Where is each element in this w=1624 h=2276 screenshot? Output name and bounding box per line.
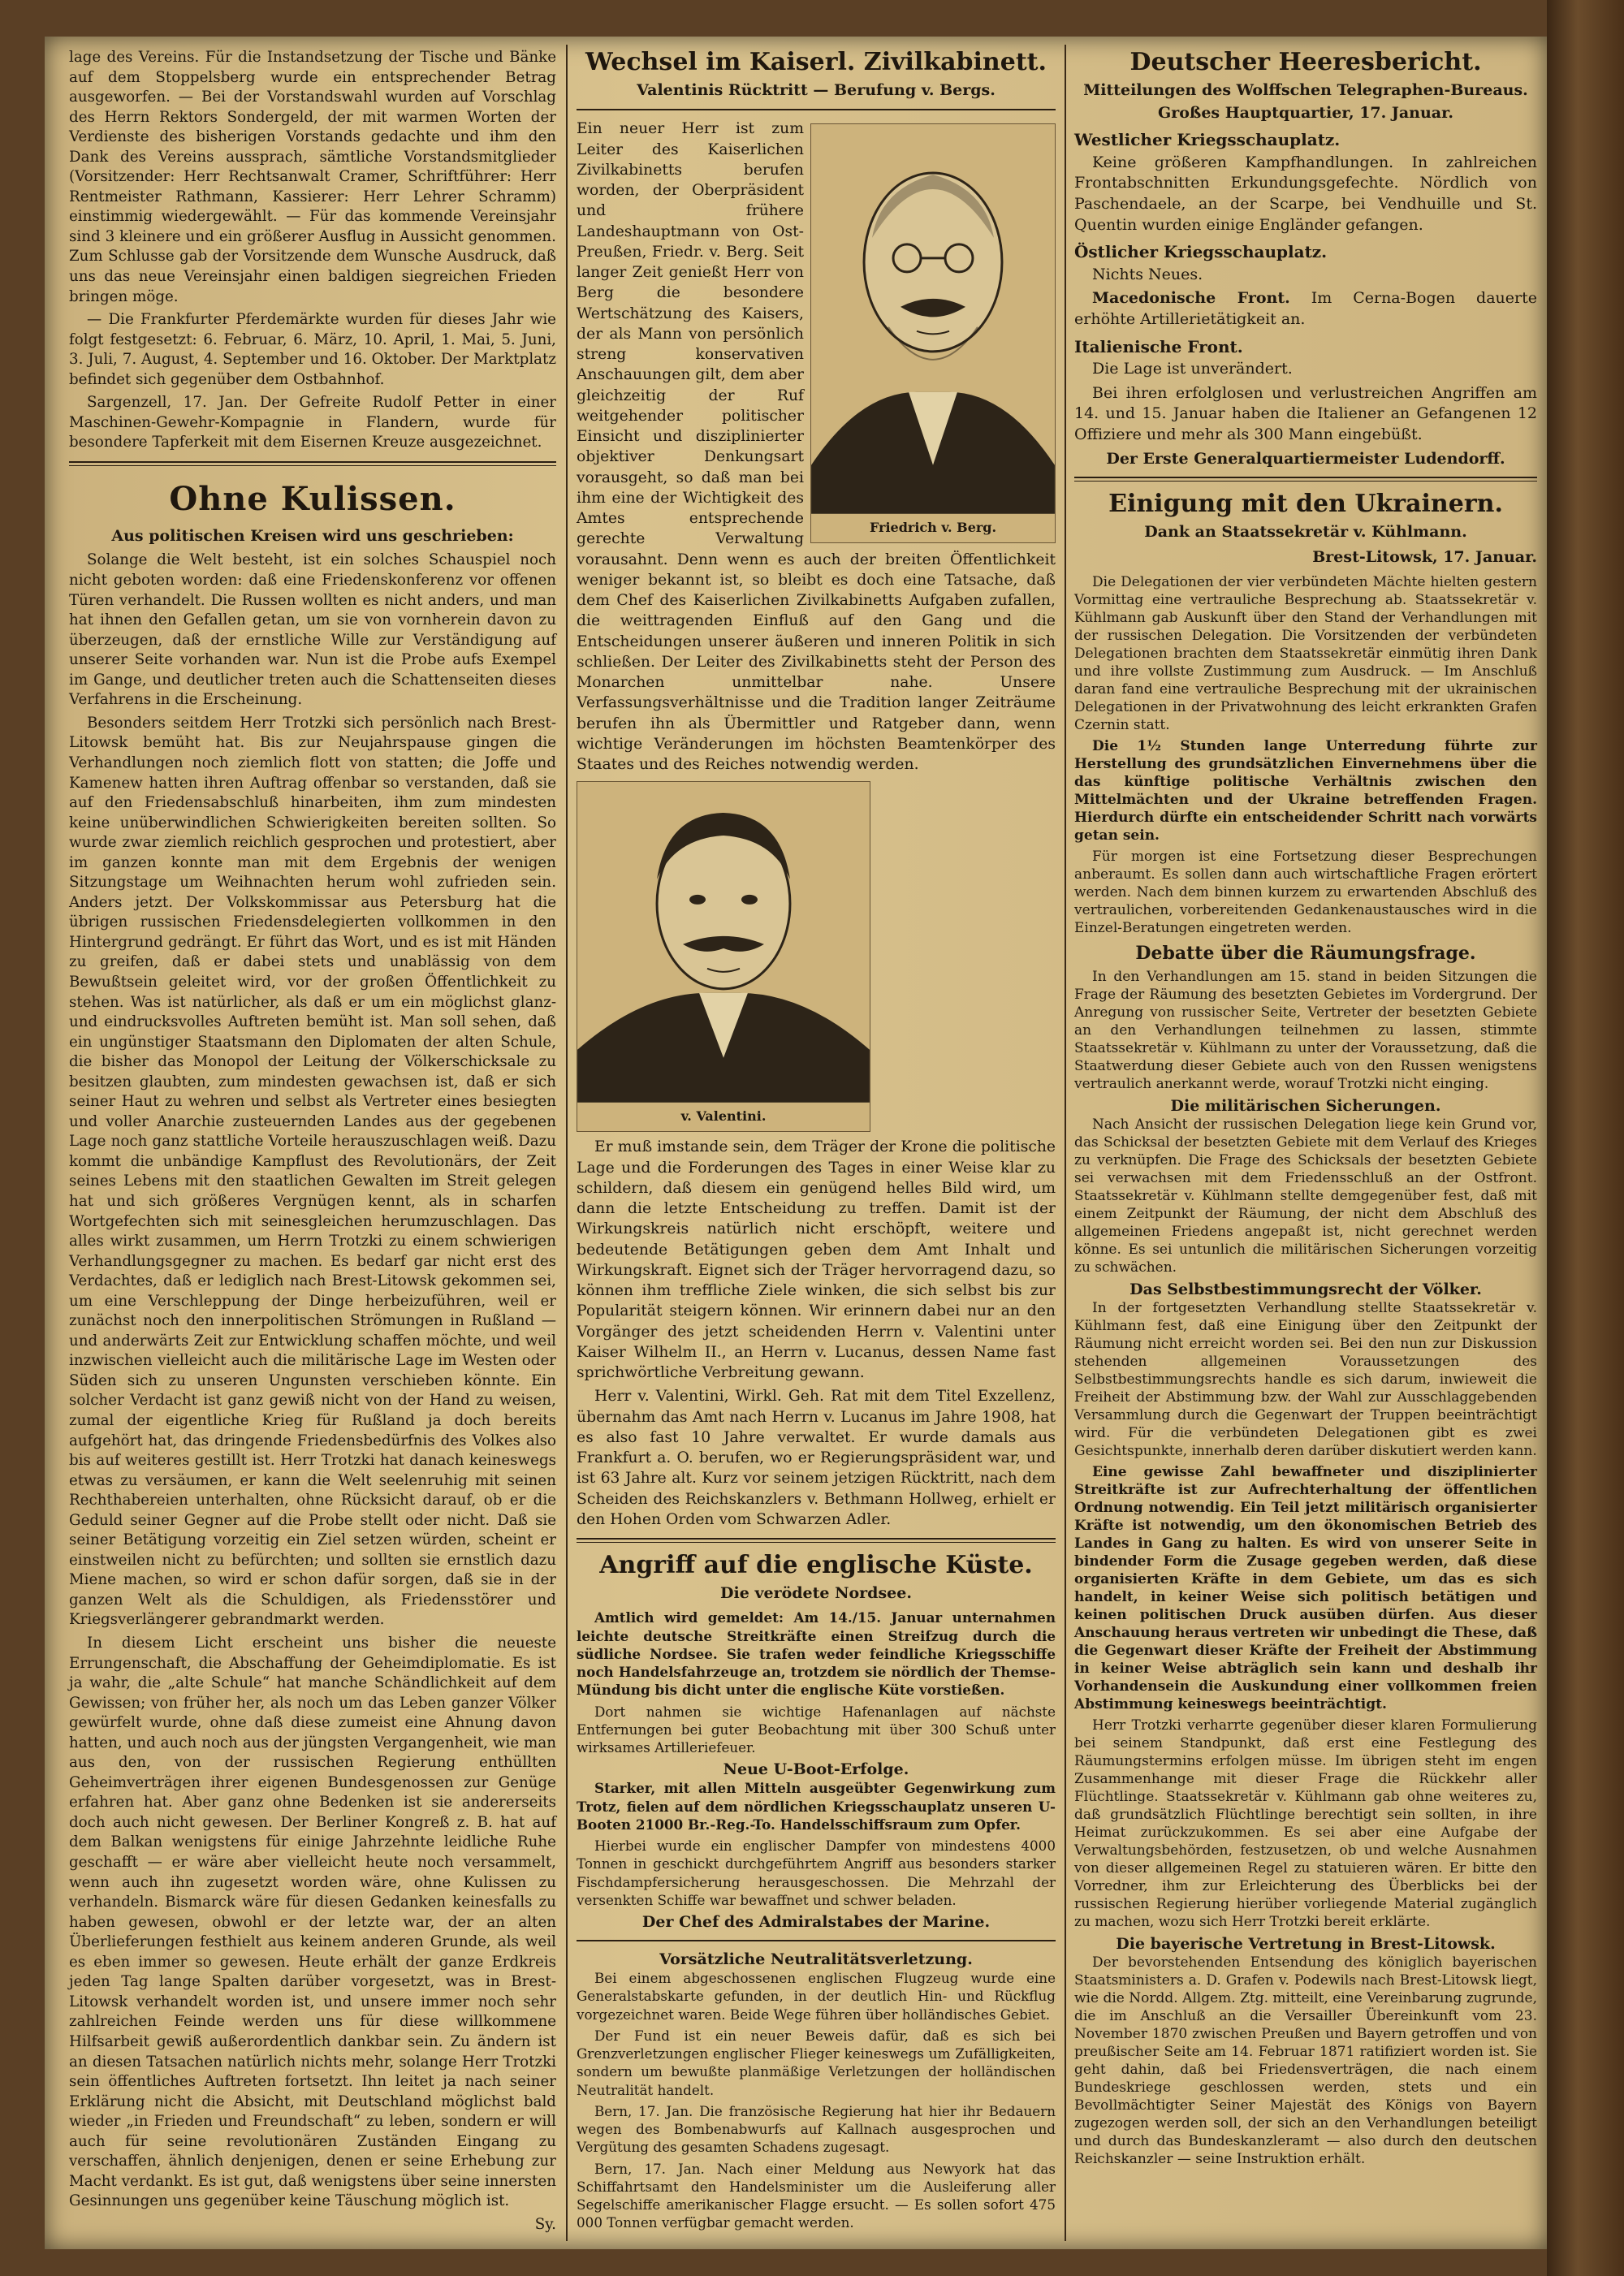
newspaper-page <box>45 37 1547 2249</box>
article-text: Eine gewisse Zahl bewaffneter und disziplinierter Streitkräfte ist zur Aufrechterhaltung der öffentlichen Ordnung notwendig. Ein Teil jetzt militärisch organisierter Kräfte ist notwendig, um den ökonomischen Betrieb des Landes in Gang zu halten. Es wird von unserer Seite in bindender Form die Zusage gegeben werden, daß diese organisierten Kräfte in dem Gebiete, um das es sich handelt, in keiner Weise sich politisch betätigen und keinen politischen Druck ausüben dürfen. Aus dieser Anschauung heraus vertreten wir unbedingt die These, daß die Gegenwart dieser Kräfte der Freiheit der Abstimmung in keiner Weise abträglich sein kann und deshalb ihr Vorhandensein die Auskundung einer vollkommen freien Abstimmung keineswegs beeinträchtigt. <box>1074 1463 1537 1712</box>
article-text: Solange die Welt besteht, ist ein solches Schauspiel noch nicht geboten worden: daß eine Friedenskonferenz vor offenen Türen verhandelt. Die Russen wollten es nicht anders, und man hat ihnen den Gefallen getan, um sie von vornherein davon zu überzeugen, daß der ernstliche Wille zur Verständigung auf unserer Seite vorhanden war. Nun ist die Probe aufs Exempel im Gange, und deutlicher treten auch die Schattenseiten dieses Verfahrens in die Erscheinung. <box>69 551 556 709</box>
article-text: In diesem Licht erscheint uns bisher die neueste Errungenschaft, die Abschaffung der Geheimdiplomatie. Es ist ja wahr, die „alte Schule“ hat manche Schändlichkeit auf dem Gewissen; von früher her, als noch um das Leben ganzer Völker gewürfelt wurde, ohne daß diese zumeist eine Ahnung davon hatten, und auch noch aus der jüngsten Vergangenheit, wie man aus den, von der russischen Regierung enthüllten Geheimverträgen ihrer eigenen Bundesgenossen zur Genüge erfahren hat. Aber ganz ohne Bedenken ist sie andererseits doch auch nicht gewesen. Der Berliner Kongreß z. B. hat auf dem Balkan wenigstens für einige Jahrzehnte leidliche Ruhe geschafft — er wäre aber vielleicht heute noch versammelt, wenn auch ihn zugesetzt worden wäre, ohne Kulissen zu verhandeln. Bismarck wäre für diesen Gedanken keinesfalls zu haben gewesen, obwohl er der letzte war, der an alten Überlieferungen festhielt aus keinem anderen Grunde, als weil es eben immer so gewesen. Heute erhält der ganze Erdkreis jeden Tag lange Spalten darüber vorgesetzt, was in Brest-Litowsk verhandelt worden ist, und unsere immer noch sehr zahlreichen Feinde werden uns für diese willkommene Hilfsarbeit gewiß außerordentlich dankbar sein. Zu ändern ist an diesen Tatsachen natürlich nichts mehr, solange Herr Trotzki sein öffentliches Auftreten fortsetzt. Ihn leitet ja nach seiner Erklärung nicht die Absicht, mit Deutschland möglichst bald wieder „in Frieden und Freundschaft“ zu leben, sondern er will auch für seine revolutionären Zuständen Eingang zu verschaffen, ähnlich denjenigen, denen er seine Erhebung zur Macht verdankt. Es ist gut, daß wenigstens über seine innersten Gesinnungen uns gegenüber keine Täuschung möglich ist. <box>69 1635 556 2210</box>
article-text: Bern, 17. Jan. Nach einer Meldung aus Newyork hat das Schiffahrtsamt den Handelsminister um die Ausleiferung aller Segelschiffe amerikanischer Flagge ersucht. — Es sollen sofort 475 000 Tonnen verfügbar gemacht werden. <box>577 2160 1056 2231</box>
divider <box>1074 477 1537 482</box>
article-text: Keine größeren Kampfhandlungen. In zahlreichen Frontabschnitten Erkundungsgefechte. Nördlich von Paschendaele, an der Scarpe, bei Vendhuille und St. Quentin wurden einige Engländer gefangen. <box>1074 153 1537 234</box>
section-heading: Östlicher Kriegsschauplatz. <box>1074 242 1328 262</box>
divider <box>577 1538 1056 1543</box>
article-text: Herr Trotzki verharrte gegenüber dieser klaren Formulierung bei seinem Standpunkt, daß erst eine Festlegung des Räumungstermins erfolgen müsse. Im übrigen steht im engen Zusammenhange mit dieser Frage die Rückkehr aller Flüchtlinge. Staatssekretär v. Kühlmann gab ohne weiteres zu, daß grundsätzlich Flüchtlinge berechtigt sein sollten, in ihre Heimat zurückzukommen. Es sei aber eine Aufgabe der Verwaltungsbehörden, festzusetzen, ob und welche Ausnahmen von dieser allgemeinen Regel zu statuieren wären. Er bitte den Vorredner, ihm zur Erleichterung des Überblicks bei der russischen Regierung hierüber vorliegende Material zugänglich zu machen, wozu sich Herr Trotzki bereit erklärte. <box>1074 1717 1537 1930</box>
section-heading: Die bayerische Vertretung in Brest-Litowsk. <box>1116 1934 1496 1953</box>
article-text: Er muß imstande sein, dem Träger der Krone die politische Lage und die Forderungen des Tages in einer Weise klar zu schildern, daß diesem ein genügend helles Bild wird, um dann die letzte Entscheidung zu treffen. Damit ist der Wirkungskreis natürlich nicht erschöpft, weitere und bedeutende Betätigungen geben dem Amt Inhalt und Wirkungskraft. Eignet sich der Träger hervorragend dazu, so können ihm treffliche Ziele winken, die sich selbst bis zur Popularität steigern können. Wir erinnern dabei nur an den Vorgänger des jetzt scheidenden Herrn v. Valentini unter Kaiser Wilhelm II., an Herrn v. Lucanus, dessen Name fast sprichwörtliche Verbreitung gewann. <box>577 1138 1056 1381</box>
portrait-berg <box>810 123 1056 543</box>
article-text: Im Cerna-Bogen dauerte erhöhte Artillerietätigkeit an. <box>1074 289 1537 328</box>
article-text: In den Verhandlungen am 15. stand in beiden Sitzungen die Frage der Räumung des besetzten Gebietes im Vordergrund. Der Anregung von russischer Seite, Vertreter der besetzten Gebiete an den Verhandlungen teilnehmen zu lassen, stimmte Staatssekretär v. Kühlmann zu unter der Voraussetzung, daß die Staatwerdung dieser Gebiete auch von den Russen wenigstens vertraulich anerkannt werde, worauf Trotzki nicht einging. <box>1074 968 1537 1092</box>
article-text: Starker, mit allen Mitteln ausgeübter Gegenwirkung zum Trotz, fielen auf dem nördlichen Kriegsschauplatz unseren U-Booten 21000 Br.-Reg.-To. Handelsschiffsraum zum Opfer. <box>577 1780 1056 1833</box>
portrait-valentini <box>577 781 870 1132</box>
signature: Sy. <box>534 2215 556 2233</box>
article-text: Bei einem abgeschossenen englischen Flugzeug wurde eine Generalstabskarte gefunden, in der deutlich Hin- und Rückflug vorgezeichnet waren. Beide Wege führen über holländisches Gebiet. <box>577 1970 1056 2023</box>
column-rule <box>1065 45 1066 2241</box>
article-text: Die 1½ Stunden lange Unterredung führte zur Herstellung des grundsätzlichen Einvernehmens über die das künftige politische Verhältnis zwischen den Mittelmächten und der Ukraine betreffenden Fragen. Hierdurch dürfte ein entscheidender Schritt nach vorwärts getan sein. <box>1074 737 1537 844</box>
subheadline: Mitteilungen des Wolffschen Telegraphen-Bureaus. <box>1083 81 1528 99</box>
article-text: Sargenzell, 17. Jan. Der Gefreite Rudolf Petter in einer Maschinen-Gewehr-Kompagnie in Flandern, wurde für besondere Tapferkeit mit dem Eisernen Kreuze ausgezeichnet. <box>69 394 556 451</box>
article-text: Amtlich wird gemeldet: Am 14./15. Januar unternahmen leichte deutsche Streitkräfte einen Streifzug durch die südliche Nordsee. Sie trafen weder feindliche Kriegsschiffe noch Handelsfahrzeuge an, trotzdem sie nördlich der Themse-Mündung bis dicht unter die englische Küte vorstießen. <box>577 1609 1056 1699</box>
subheadline: Neue U-Boot-Erfolge. <box>723 1760 909 1779</box>
section-heading: Die militärischen Sicherungen. <box>1170 1096 1441 1115</box>
portrait-berg-icon <box>811 124 1055 514</box>
headline-heeresbericht: Deutscher Heeresbericht. <box>1129 48 1482 76</box>
divider <box>577 109 1056 110</box>
section-heading: Westlicher Kriegsschauplatz. <box>1074 130 1341 150</box>
subheadline: Großes Hauptquartier, 17. Januar. <box>1157 103 1454 122</box>
article-text: Nichts Neues. <box>1092 265 1203 283</box>
article-text: Die Lage ist unverändert. <box>1092 360 1293 378</box>
headline-ohne-kulissen: Ohne Kulissen. <box>169 479 456 518</box>
subheadline: Die verödete Nordsee. <box>720 1584 912 1602</box>
column-2 <box>577 37 1056 2235</box>
column-rule <box>566 45 568 2241</box>
article-text: Nach Ansicht der russischen Delegation liege kein Grund vor, das Schicksal der besetzten Gebiete mit dem Verlauf des Krieges zu verknüpfen. Die Frage des Schicksals der besetzten Gebiete sei verwachsen mit dem Friedensschluß an der Ostfront. Staatssekretär v. Kühlmann stellte demgegenüber fest, daß mit einem Zeitpunkt der Räumung, der nicht dem Abschluß des allgemeinen Friedens angepaßt ist, nicht gerechnet werden könne. Es sei untunlich die militärischen Sicherungen vorzeitig zu schwächen. <box>1074 1116 1537 1276</box>
section-heading: Das Selbstbestimmungsrecht der Völker. <box>1129 1280 1482 1298</box>
section-label: Macedonische Front. <box>1092 289 1290 308</box>
article-text: Der Fund ist ein neuer Beweis dafür, daß es sich bei Grenzverletzungen englischer Flieger keineswegs um Zufälligkeiten, sondern um bewußte planmäßige Verletzungen der holländischen Neutralität handelt. <box>577 2027 1056 2098</box>
subheadline: Vorsätzliche Neutralitätsverletzung. <box>659 1950 973 1968</box>
article-text: Bei ihren erfolglosen und verlustreichen Angriffen am 14. und 15. Januar haben die Italiener an Gefangenen 12 Offiziere und mehr als 300 Mann eingebüßt. <box>1074 383 1537 443</box>
dateline: Brest-Litowsk, 17. Januar. <box>1312 548 1537 567</box>
article-text: Besonders seitdem Herr Trotzki sich persönlich nach Brest-Litowsk bemüht hat. Bis zur Neujahrspause gingen die Verhandlungen noch ziemlich flott von statten; die Joffe und Kamenew hatten ihren Auftrag offenbar so verstanden, daß sie auf den Friedensabschluß hinarbeiten, ihm zum mindesten keine unüberwindlichen Schwierigkeiten bereiten sollten. So wurde zwar ziemlich reichlich gesprochen und protestiert, aber im ganzen konnte man mit dem Ergebnis der wenigen Sitzungstage um Weihnachten herum wohl zufrieden sein. Anders jetzt. Der Volkskommissar aus Petersburg hat die übrigen russischen Friedensdelegierten vollkommen in den Hintergrund gedrängt. Er führt das Wort, und es ist mit Händen zu greifen, daß er dabei stets und unablässig von dem Bewußtsein geleitet wird, vor der großen Öffentlichkeit zu stehen. Was ist natürlicher, als daß er um ein möglichst glanz- und eindrucksvolles Auftreten bemüht ist. Man soll sehen, daß ein ungünstiger Staatsmann den Diplomaten der alten Schule, die bisher das Monopol der Leitung der Völkerschicksale zu besitzen glaubten, zum mindesten gewachsen ist, daß er sich seiner Haut zu wehren und selbst als Vertreter eines besiegten und voller Anarchie zusteuernden Landes aus der gegebenen Lage noch ganz stattliche Vorteile herauszuschlagen weiß. Dazu kommt die unbändige Kampflust des Revolutionärs, der Zeit seines Lebens mit den staatlichen Gewalten im Streit gelegen hat und sich größeres Vergnügen kennt, als in scharfen Wortgefechten sich mit seinesgleichen herumzuschlagen. Das alles wirkt zusammen, um Herrn Trotzki zu einem schwierigen Verhandlungsgegner zu machen. Es bedarf gar nicht erst des Verdachtes, daß er lediglich nach Brest-Litowsk gekommen sei, um eine Verschleppung der Dinge herbeizuführen, weil er zunächst noch den innerpolitischen Strömungen in Rußland — und anderwärts Zeit zur Entwicklung schaffen möchte, und weil inzwischen vielleicht auch die militärische Lage im Westen oder Süden sich zu unseren Ungunsten verschieben könnte. Ein solcher Verdacht ist ganz gewiß nicht von der Hand zu weisen, zumal der eigentliche Krieg für Rußland ja doch bereits aufgehört hat, das dringende Friedensbedürfnis des Volkes also bis auf weiteres gestillt ist. Herr Trotzki hat danach keineswegs etwas zu versäumen, er kann die Welt seelenruhig mit seinen Rechthabereien unterhalten, ohne Rücksicht darauf, ob er die Geduld seiner Gegner auf die Probe stellt oder nicht. Daß sie seiner Betätigung vorzeitig ein Ziel setzen würden, scheint er einstweilen nicht zu befürchten; und sollten sie ernstlich dazu Miene machen, so wird er schon dafür sorgen, daß sie in der ganzen Welt als die Schuldigen, als Friedensstörer und Kriegsverlängerer gebrandmarkt werden. <box>69 714 556 1629</box>
article-text: Dort nahmen sie wichtige Hafenanlagen auf nächste Entfernungen bei guter Beobachtung mit über 300 Schuß unter wirksames Artilleriefeuer. <box>577 1703 1056 1756</box>
article-text: Die Delegationen der vier verbündeten Mächte hielten gestern Vormittag eine vertrauliche Besprechung ab. Staatssekretär v. Kühlmann gab Auskunft über den Stand der Verhandlungen mit der russischen Delegation. Die Vorsitzenden der verbündeten Delegationen brachten dem Staatssekretär einmütig ihren Dank und ihre vollste Zustimmung zum Ausdruck. — Im Anschluß daran fand eine vertrauliche Besprechung mit der ukrainischen Delegationen in der Privatwohnung des leicht erkrankten Grafen Czernin statt. <box>1074 573 1537 733</box>
headline-ukrainern: Einigung mit den Ukrainern. <box>1108 489 1503 518</box>
column-1 <box>69 37 556 2235</box>
headline-englische-kueste: Angriff auf die englische Küste. <box>599 1551 1033 1579</box>
article-text: Ein neuer Herr ist zum Leiter des Kaiserlichen Zivilkabinetts berufen worden, der Oberpräsident und frühere Landeshauptmann von Ost-Preußen, Friedr. v. Berg. Seit langer Zeit genießt Herr von Berg die besondere Wertschätzung des Kaisers, der als Mann von persönlich streng konservativen Anschauungen gilt, dem aber gleichzeitig der Ruf weitgehender politischer Einsicht und disziplinierter objektiver Denkungsart vorausgeht, so daß man bei ihm eine der Wichtigkeit des Amtes entsprechende gerechte Verwaltung vorausahnt. Denn wenn es auch der breiten Öffentlichkeit weniger bekannt ist, so bleibt es doch eine Tatsache, daß dem Chef des Kaiserlichen Zivilkabinetts Aufgaben zufallen, die weittragenden Einfluß auf den Gang und die Entscheidungen unserer äußeren und inneren Politik in sich schließen. Der Leiter des Zivilkabinetts steht der Person des Monarchen unmittelbar nahe. Unsere Verfassungsverhältnisse und die Tradition langer Zeiträume berufen ihn als Übermittler und Ratgeber dann, wenn wichtige Veränderungen im höchsten Beamtenkörper des Staates und des Reiches notwendig werden. <box>577 120 1056 773</box>
article-text: Hierbei wurde ein englischer Dampfer von mindestens 4000 Tonnen in geschickt durchgeführtem Angriff aus besonders starker Fischdampfersicherung herausgeschossen. Die Mehrzahl der versenkten Schiffe war bewaffnet und schwer beladen. <box>577 1838 1056 1908</box>
article-text: Der bevorstehenden Entsendung des königlich bayerischen Staatsministers a. D. Grafen v. Podewils nach Brest-Litowsk liegt, wie die Nordd. Allgem. Ztg. mitteilt, eine Vereinbarung zugrunde, die im Anschluß an die Versailler Übereinkunft vom 23. November 1870 zwischen Preußen und Bayern getroffen und von preußischer Seite am 14. Februar 1871 ratifiziert worden ist. Sie geht dahin, daß bei Friedensverträgen, die nach einem Bundeskriege geschlossen werden, stets und ein Bevollmächtigter Seiner Majestät des Königs von Bayern zugezogen werden soll, der sich an den Verhandlungen beteiligt und durch das Bundeskanzleramt — also durch den deutschen Reichskanzler — seine Instruktion erhält. <box>1074 1954 1537 2167</box>
page-edge <box>1547 0 1624 2276</box>
article-text: Bern, 17. Jan. Die französische Regierung hat hier ihr Bedauern wegen des Bombenabwurfs auf Kallnach ausgesprochen und Vergütung des gesamten Schadens zugesagt. <box>577 2102 1056 2156</box>
caption-berg: Friedrich v. Berg. <box>869 520 997 535</box>
article-text: lage des Vereins. Für die Instandsetzung der Tische und Bänke auf dem Stoppelsberg wurde ein entsprechender Betrag ausgeworfen. — Bei der Vorstandswahl wurden auf Vorschlag des Herrn Rektors Sondergeld, der mit warmen Worten der Verdienste des bisherigen Vorstands gedachte und ihm den Dank des Vereins aussprach, sämtliche Vorstandsmitglieder (Vorsitzender: Herr Rechtsanwalt Cramer, Schriftführer: Herr Rentmeister Rathmann, Kassierer: Herr Lehrer Schramm) einstimmig wiedergewählt. — Für das kommende Vereinsjahr sind 3 kleinere und ein größerer Ausflug in Aussicht genommen. Zum Schlusse gab der Vorsitzende dem Wunsche Ausdruck, daß uns das neue Vereinsjahr einen baldigen siegreichen Frieden bringen möge. <box>69 49 556 305</box>
headline-zivilkabinett: Wechsel im Kaiserl. Zivilkabinett. <box>585 48 1047 76</box>
column-divider <box>69 461 556 466</box>
portrait-valentini-icon <box>577 782 870 1103</box>
article-text: Herr v. Valentini, Wirkl. Geh. Rat mit dem Titel Exzellenz, übernahm das Amt nach Herrn v. Lucanus im Jahre 1908, hat es also fast 10 Jahre verwaltet. Er wurde damals aus Frankfurt a. O. berufen, wo er Regierungspräsident war, und ist 63 Jahre alt. Kurz vor seinem jetzigen Rücktritt, nach dem Scheiden des Reichskanzlers v. Bethmann Hollweg, erhielt er den Hohen Orden vom Schwarzen Adler. <box>577 1388 1056 1528</box>
column-3 <box>1074 37 1537 2171</box>
caption-valentini: v. Valentini. <box>680 1108 767 1124</box>
signature: Der Erste Generalquartiermeister Ludendorff. <box>1106 449 1505 468</box>
section-heading: Italienische Front. <box>1074 336 1243 356</box>
article-text: — Die Frankfurter Pferdemärkte wurden für dieses Jahr wie folgt festgesetzt: 6. Februar, 6. März, 10. April, 1. Mai, 5. Juni, 3. Juli, 7. August, 4. September und 16. Oktober. Der Marktplatz befindet sich gegenüber dem Ostbahnhof. <box>69 311 556 388</box>
subheadline: Dank an Staatssekretär v. Kühlmann. <box>1144 522 1467 541</box>
signature: Der Chef des Admiralstabes der Marine. <box>641 1913 991 1931</box>
article-text: In der fortgesetzten Verhandlung stellte Staatssekretär v. Kühlmann fest, daß eine Einigung über den Zeitpunkt der Räumung nicht erreicht worden sei. Bei den nun zur Diskussion stehenden allgemeinen Voraussetzungen des Selbstbestimmungsrechts handle es sich darum, inwieweit die Freiheit der Abstimmung bzw. der Wahl zur Ausschlaggebenden Versammlung durch die Gegenwart der Truppen beeinträchtigt wird. Für die verbündeten Delegationen gibt es zwei Gesichtspunkte, innerhalb deren darüber diskutiert werden kann. <box>1074 1299 1537 1459</box>
subheadline: Valentinis Rücktritt — Berufung v. Bergs. <box>637 81 996 99</box>
divider <box>577 1940 1056 1941</box>
intro-line: Aus politischen Kreisen wird uns geschrieben: <box>111 526 514 545</box>
article-text: Für morgen ist eine Fortsetzung dieser Besprechungen anberaumt. Es sollen dann auch wirtschaftliche Fragen erörtert werden. Nach dem binnen kurzem zu erwartenden Abschluß des vertraulichen, vorbereitenden Gedankenaustausches wird in die Einzel-Beratungen eingetreten werden. <box>1074 848 1537 936</box>
section-heading: Debatte über die Räumungsfrage. <box>1135 942 1476 964</box>
